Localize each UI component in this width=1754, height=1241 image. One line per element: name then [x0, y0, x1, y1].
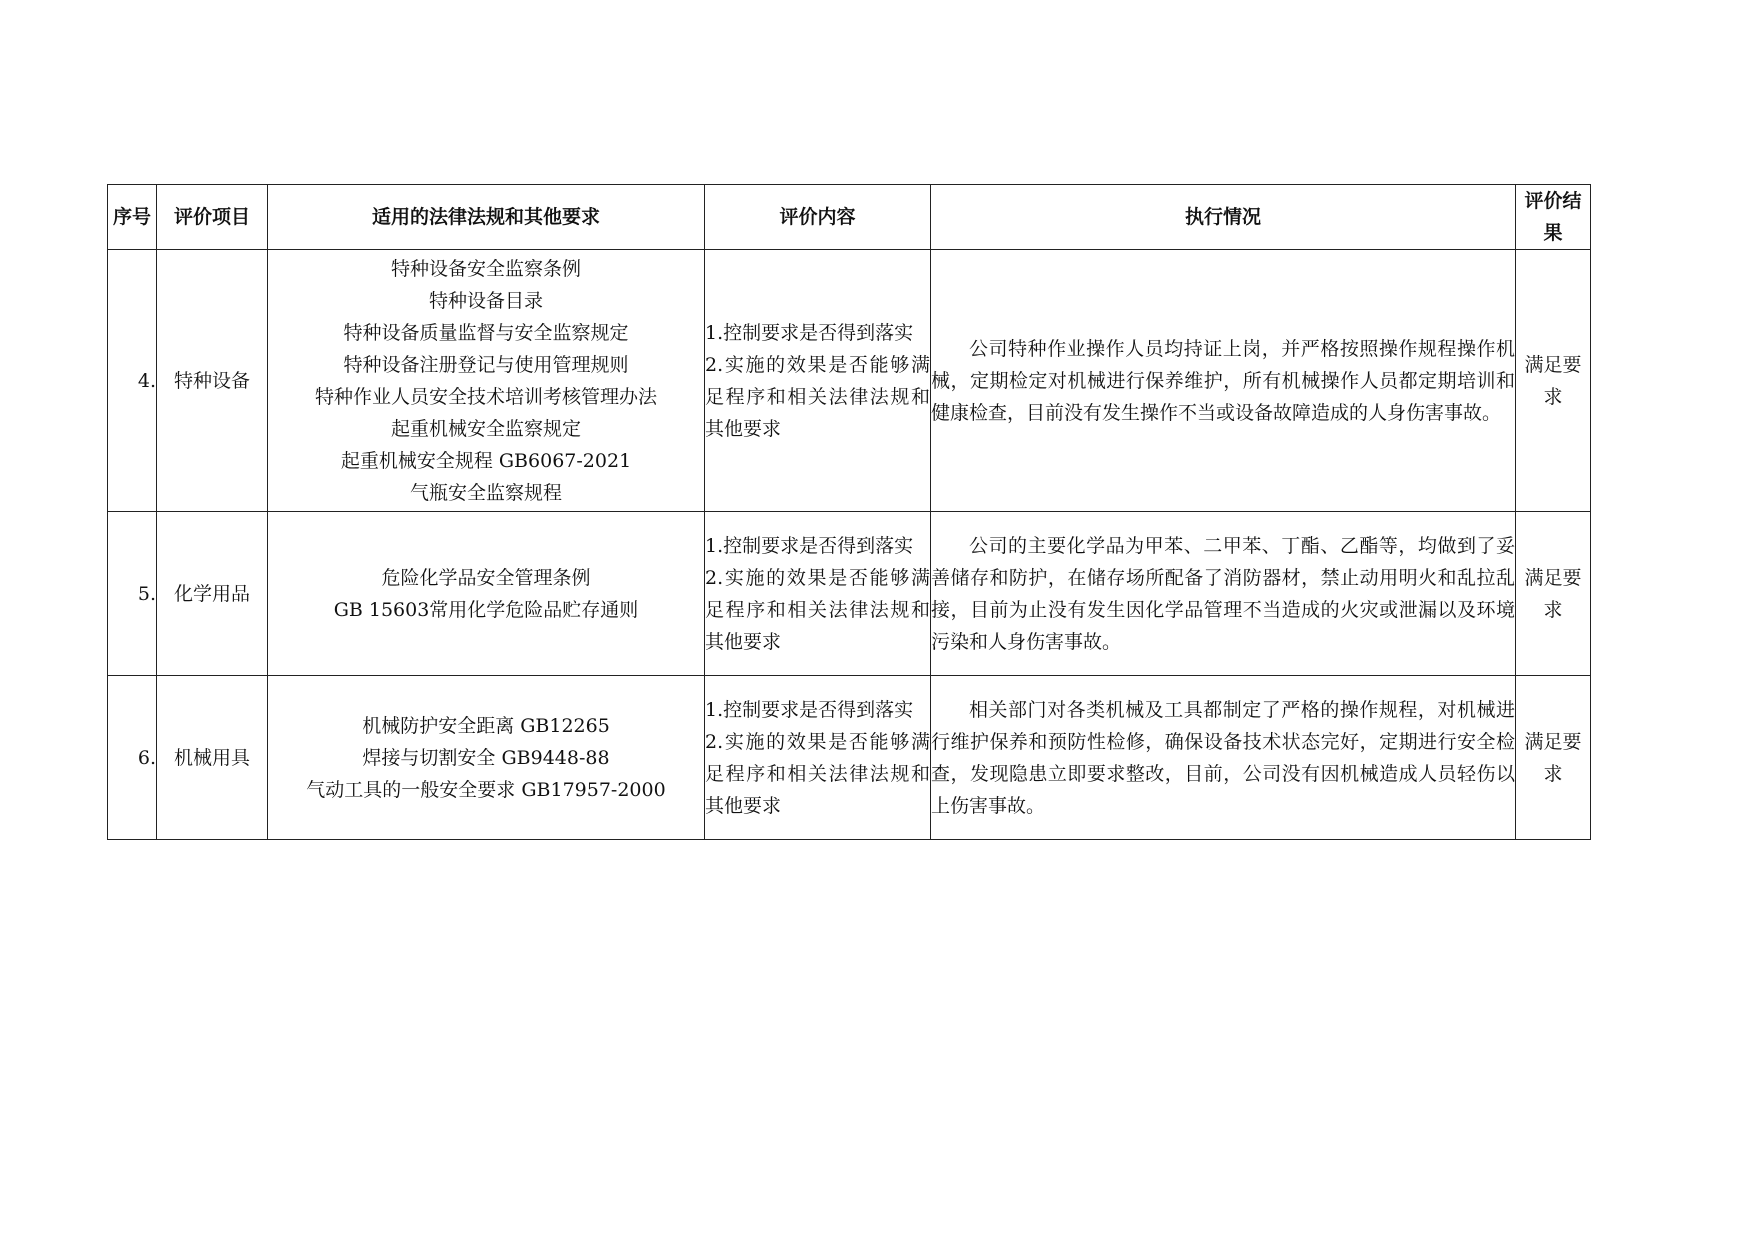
law-entry: GB 15603常用化学危险品贮存通则: [333, 598, 639, 621]
table-row: [108, 676, 1591, 840]
row-laws: [268, 676, 705, 840]
row-number: 6.: [108, 676, 157, 840]
law-entry: 特种作业人员安全技术培训考核管理办法: [314, 385, 657, 408]
row-item: 化学用品: [157, 512, 268, 676]
row-content: [705, 676, 931, 840]
row-result: 满足要求: [1516, 250, 1591, 512]
header-result: 评价结果: [1516, 185, 1591, 250]
header-seq: 序号: [108, 185, 157, 250]
law-entry: 特种设备质量监督与安全监察规定: [343, 321, 629, 344]
content-line: 2.实施的效果是否能够满足程序和相关法律法规和其他要求: [705, 730, 930, 817]
law-entry: 危险化学品安全管理条例: [381, 566, 591, 589]
header-row: [108, 185, 1591, 250]
content-line: 1.控制要求是否得到落实: [705, 534, 914, 557]
execution-text: 公司的主要化学品为甲苯、二甲苯、丁酯、乙酯等，均做到了妥善储存和防护，在储存场所配备了消防器材，禁止动用明火和乱拉乱接，目前为止没有发生因化学品管理不当造成的火灾或泄漏以及环境污染和人身伤害事故。: [931, 534, 1515, 653]
law-entry: 特种设备安全监察条例: [390, 257, 581, 280]
law-entry: 机械防护安全距离 GB12265: [362, 714, 610, 737]
row-execution: [931, 676, 1516, 840]
law-entry: 气瓶安全监察规程: [409, 481, 562, 504]
row-item: 特种设备: [157, 250, 268, 512]
header-execution: 执行情况: [931, 185, 1516, 250]
law-entry: 焊接与切割安全 GB9448-88: [362, 746, 610, 769]
law-entry: 起重机械安全规程 GB6067-2021: [340, 449, 632, 472]
row-content: [705, 250, 931, 512]
content-line: 1.控制要求是否得到落实: [705, 698, 914, 721]
execution-text: 相关部门对各类机械及工具都制定了严格的操作规程，对机械进行维护保养和预防性检修，确保设备技术状态完好，定期进行安全检查，发现隐患立即要求整改，目前，公司没有因机械造成人员轻伤以上伤害事故。: [931, 698, 1515, 817]
header-content: 评价内容: [705, 185, 931, 250]
row-execution: [931, 512, 1516, 676]
row-laws: [268, 512, 705, 676]
row-content: [705, 512, 931, 676]
row-laws: [268, 250, 705, 512]
law-entry: 气动工具的一般安全要求 GB17957-2000: [306, 778, 666, 801]
law-entry: 特种设备目录: [428, 289, 543, 312]
law-entry: 起重机械安全监察规定: [390, 417, 581, 440]
table-row: [108, 250, 1591, 512]
header-laws: 适用的法律法规和其他要求: [268, 185, 705, 250]
execution-text: 公司特种作业操作人员均持证上岗，并严格按照操作规程操作机械，定期检定对机械进行保养维护，所有机械操作人员都定期培训和健康检查，目前没有发生操作不当或设备故障造成的人身伤害事故。: [931, 337, 1515, 424]
header-item: 评价项目: [157, 185, 268, 250]
content-line: 1.控制要求是否得到落实: [705, 321, 914, 344]
row-execution: [931, 250, 1516, 512]
row-result: 满足要求: [1516, 676, 1591, 840]
row-number: 4.: [108, 250, 157, 512]
row-item: 机械用具: [157, 676, 268, 840]
evaluation-table: [107, 184, 1591, 840]
content-line: 2.实施的效果是否能够满足程序和相关法律法规和其他要求: [705, 566, 930, 653]
row-number: 5.: [108, 512, 157, 676]
table-row: [108, 512, 1591, 676]
content-line: 2.实施的效果是否能够满足程序和相关法律法规和其他要求: [705, 353, 930, 440]
law-entry: 特种设备注册登记与使用管理规则: [343, 353, 629, 376]
row-result: 满足要求: [1516, 512, 1591, 676]
